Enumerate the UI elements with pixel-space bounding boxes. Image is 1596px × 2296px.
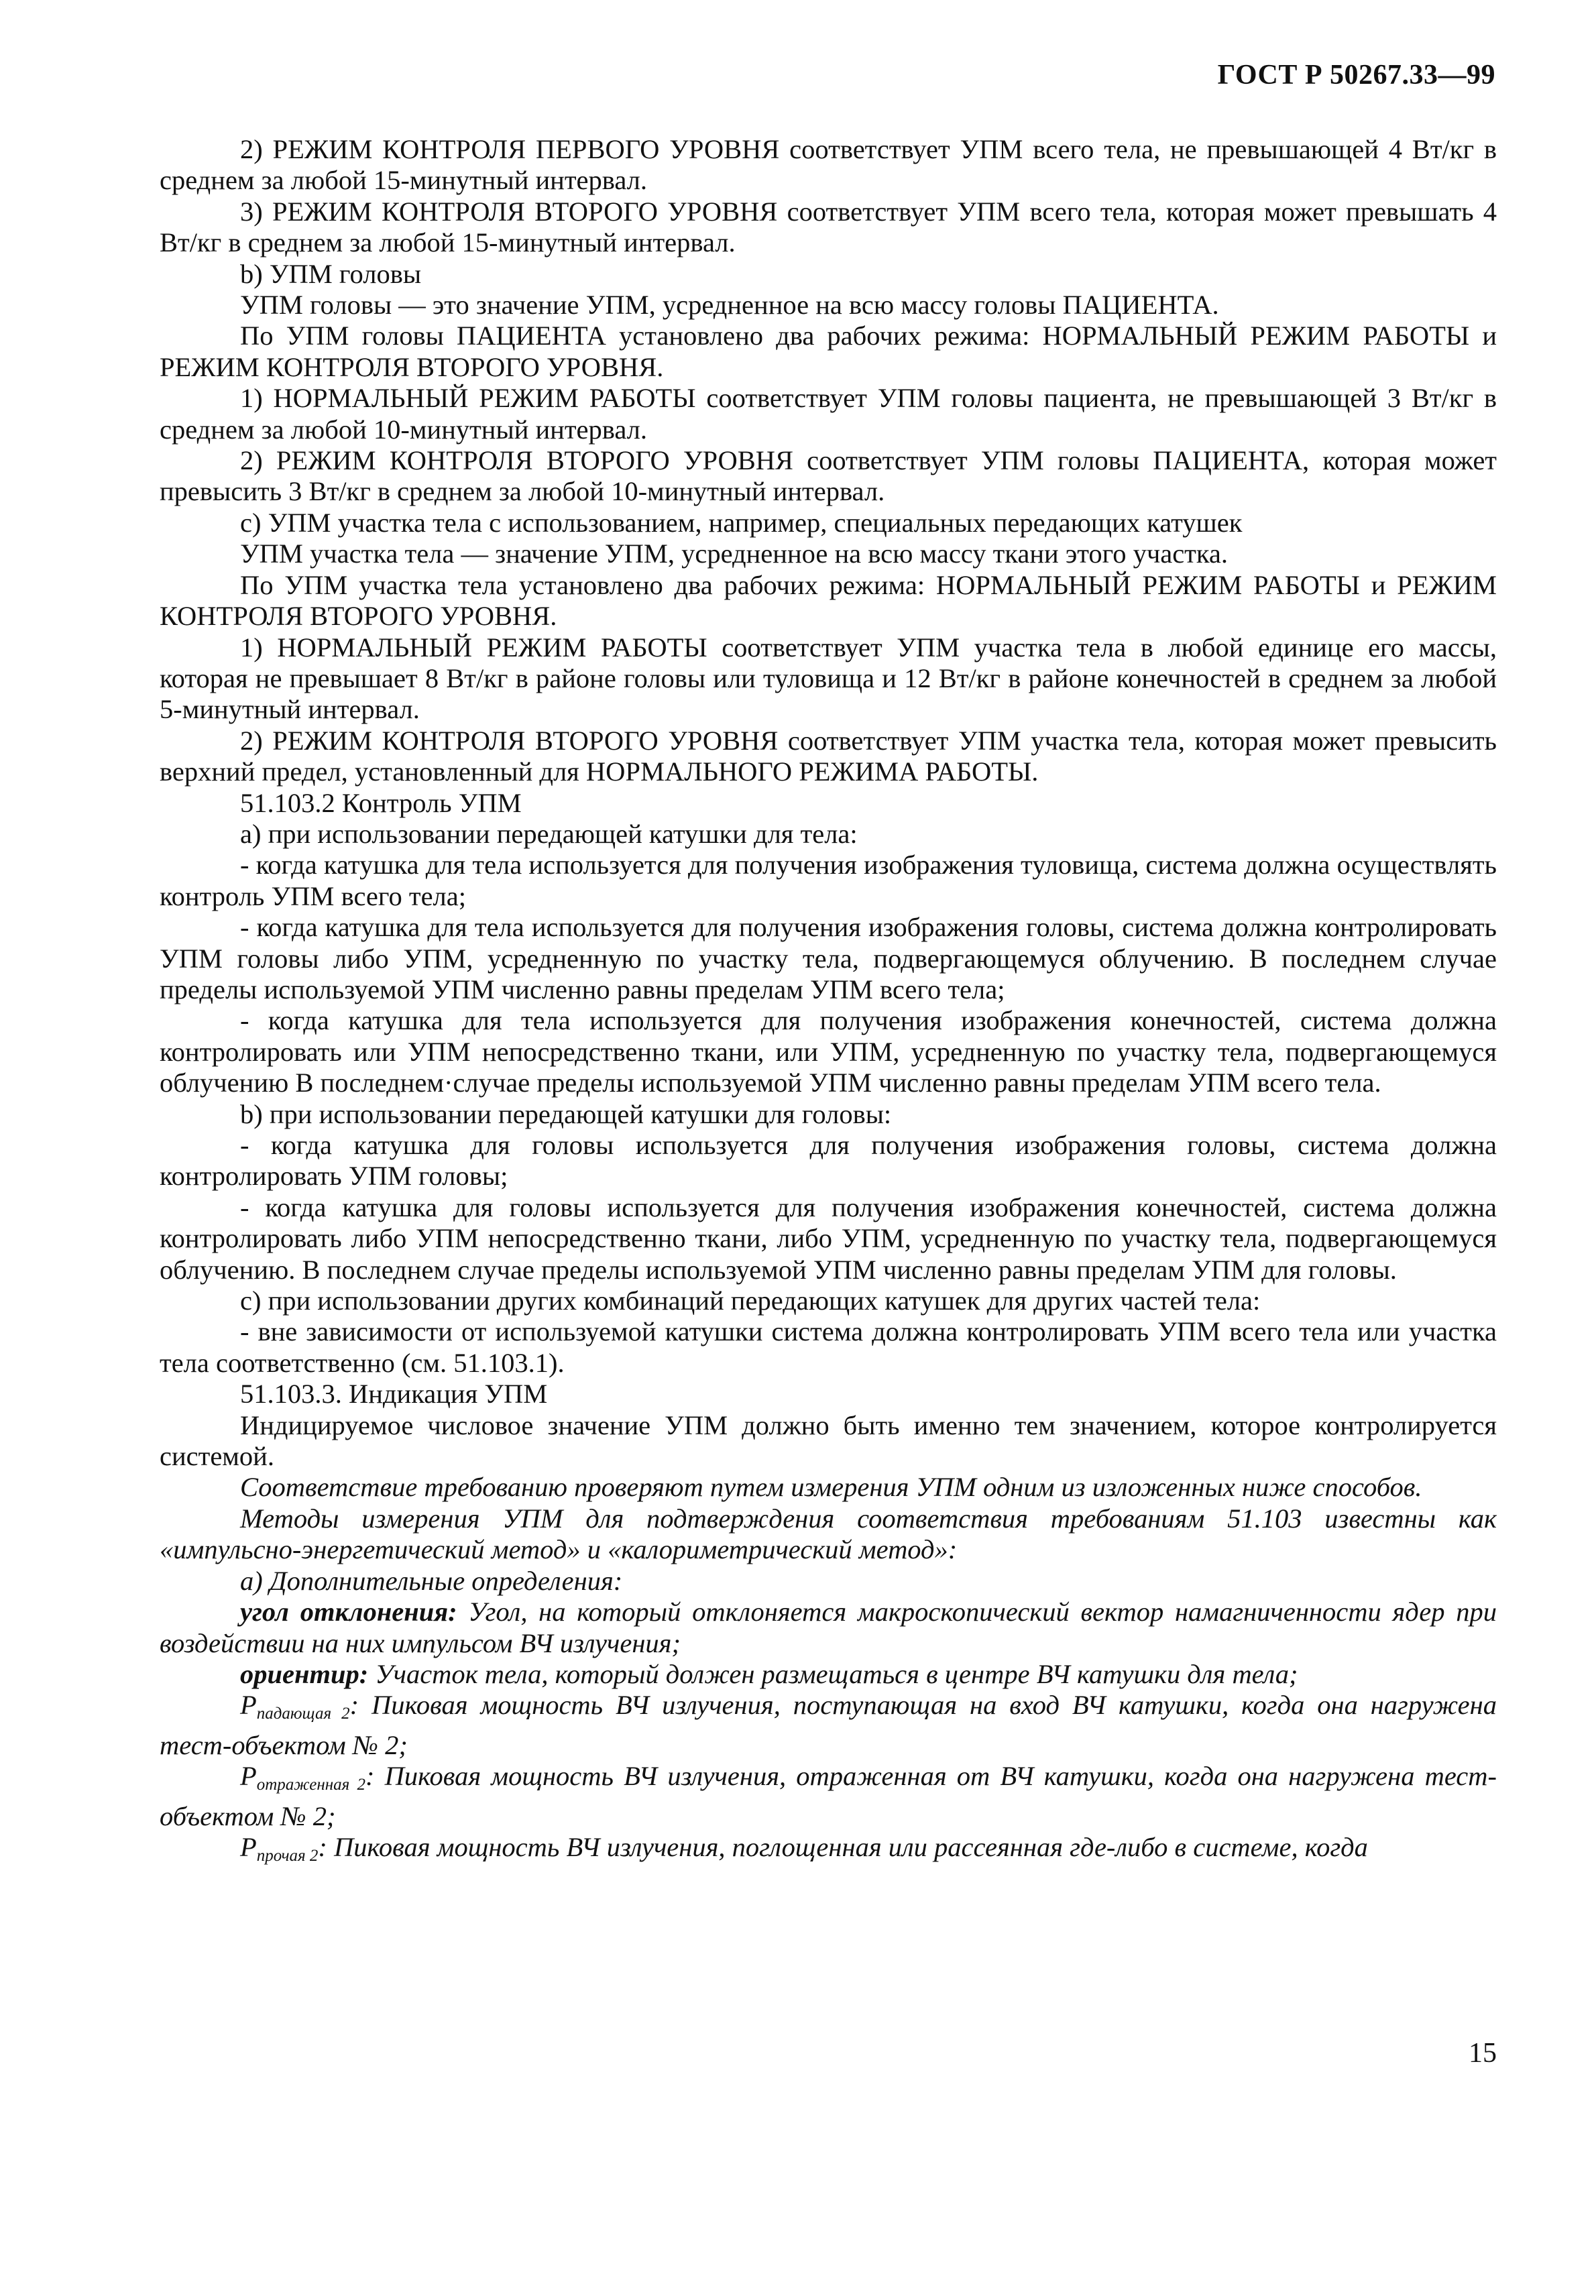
power-subscript: прочая 2 — [256, 1846, 319, 1865]
paragraph: 3) РЕЖИМ КОНТРОЛЯ ВТОРОГО УРОВНЯ соответствует УПМ всего тела, которая может превышать 4 Вт/кг в среднем за любой 15-минутный интервал. — [160, 196, 1497, 258]
power-symbol: P — [240, 1690, 257, 1721]
definition-term: угол отклонения: — [240, 1597, 457, 1627]
paragraph: b) при использовании передающей катушки для головы: — [240, 1098, 892, 1129]
paragraph: 1) НОРМАЛЬНЫЙ РЕЖИМ РАБОТЫ соответствует УПМ участка тела в любой единице его массы, которая не превышает 8 Вт/кг в районе головы или туловища и 12 Вт/кг в районе конечностей в среднем за любой 5-минутный интервал. — [160, 632, 1497, 725]
section-heading: 51.103.2 Контроль УПМ — [240, 787, 522, 818]
paragraph: 2) РЕЖИМ КОНТРОЛЯ ВТОРОГО УРОВНЯ соответствует УПМ участка тела, которая может превысить верхний предел, установленный для НОРМАЛЬНОГО РЕЖИМА РАБОТЫ. — [160, 725, 1497, 787]
paragraph: - когда катушка для тела используется для получения изображения конечностей, система должна контролировать или УПМ непосредственно ткани, или УПМ, усредненную по участку тела, подвергающемуся облучению В последнем·случае пределы используемой УПМ численно равны пределам УПМ всего тела. — [160, 1005, 1497, 1098]
paragraph: c) при использовании других комбинаций передающих катушек для других частей тела: — [240, 1285, 1261, 1316]
paragraph: c) УПМ участка тела с использованием, например, специальных передающих катушек — [240, 507, 1243, 538]
power-text: : Пиковая мощность ВЧ излучения, поступающая на вход ВЧ катушки, когда она нагружена тест-объектом № 2; — [160, 1690, 1497, 1760]
document-body — [160, 134, 1497, 1872]
paragraph: По УПМ головы ПАЦИЕНТА установлено два рабочих режима: НОРМАЛЬНЫЙ РЕЖИМ РАБОТЫ и РЕЖИМ КОНТРОЛЯ ВТОРОГО УРОВНЯ. — [160, 321, 1497, 382]
definition-text: Угол, на который отклоняется макроскопический вектор намагниченности ядер при воздействии на них импульсом ВЧ излучения; — [160, 1597, 1497, 1658]
paragraph: УПМ головы — это значение УПМ, усредненное на всю массу головы ПАЦИЕНТА. — [240, 290, 1219, 321]
power-symbol: P — [240, 1831, 257, 1862]
definition — [160, 1659, 1497, 1690]
power-definition — [160, 1690, 1497, 1761]
paragraph: 2) РЕЖИМ КОНТРОЛЯ ПЕРВОГО УРОВНЯ соответствует УПМ всего тела, не превышающей 4 Вт/кг в среднем за любой 15-минутный интервал. — [160, 134, 1497, 196]
power-definition — [160, 1761, 1497, 1832]
paragraph: 1) НОРМАЛЬНЫЙ РЕЖИМ РАБОТЫ соответствует УПМ головы пациента, не превышающей 3 Вт/кг в среднем за любой 10-минутный интервал. — [160, 383, 1497, 445]
paragraph: - когда катушка для тела используется для получения изображения головы, система должна контролировать УПМ головы либо УПМ, усредненную по участку тела, подвергающемуся облучению. В последнем случае пределы используемой УПМ численно равны пределам УПМ всего тела; — [160, 912, 1497, 1005]
definition — [160, 1597, 1497, 1659]
power-symbol: P — [240, 1761, 257, 1792]
paragraph: 2) РЕЖИМ КОНТРОЛЯ ВТОРОГО УРОВНЯ соответствует УПМ головы ПАЦИЕНТА, которая может превысить 3 Вт/кг в среднем за любой 10-минутный интервал. — [160, 445, 1497, 507]
paragraph: b) УПМ головы — [240, 258, 422, 289]
paragraph: - вне зависимости от используемой катушки система должна контролировать УПМ всего тела или участка тела соответственно (см. 51.103.1). — [160, 1316, 1497, 1378]
power-definition — [160, 1832, 1497, 1872]
power-text: : Пиковая мощность ВЧ излучения, поглощенная или рассеянная где-либо в системе, когда — [318, 1831, 1368, 1862]
paragraph: a) при использовании передающей катушки для тела: — [240, 818, 858, 849]
power-subscript: падающая 2 — [256, 1705, 350, 1723]
page-number: 15 — [1469, 2038, 1497, 2069]
definition-text: Участок тела, который должен размещаться в центре ВЧ катушки для тела; — [368, 1658, 1298, 1689]
definition-term: ориентир: — [240, 1658, 369, 1689]
paragraph: - когда катушка для головы используется для получения изображения конечностей, система должна контролировать либо УПМ непосредственно ткани, либо УПМ, усредненную по участку тела, подвергающемуся облучению. В последнем случае пределы используемой УПМ численно равны пределам УПМ для головы. — [160, 1192, 1497, 1285]
paragraph: - когда катушка для тела используется для получения изображения туловища, система должна осуществлять контроль УПМ всего тела; — [160, 850, 1497, 911]
section-heading: 51.103.3. Индикация УПМ — [240, 1379, 548, 1410]
paragraph-italic: а) Дополнительные определения: — [240, 1565, 623, 1596]
paragraph: Индицируемое числовое значение УПМ должно быть именно тем значением, которое контролируется системой. — [160, 1410, 1497, 1472]
paragraph-italic: Соответствие требованию проверяют путем измерения УПМ одним из изложенных ниже способов. — [240, 1472, 1422, 1503]
paragraph-italic: Методы измерения УПМ для подтверждения соответствия требованиям 51.103 известны как «импульсно-энергетический метод» и «калориметрический метод»: — [160, 1503, 1497, 1565]
paragraph: УПМ участка тела — значение УПМ, усредненное на всю массу ткани этого участка. — [240, 538, 1229, 569]
paragraph: По УПМ участка тела установлено два рабочих режима: НОРМАЛЬНЫЙ РЕЖИМ РАБОТЫ и РЕЖИМ КОНТРОЛЯ ВТОРОГО УРОВНЯ. — [160, 569, 1497, 632]
power-text: : Пиковая мощность ВЧ излучения, отраженная от ВЧ катушки, когда она нагружена тест-объектом № 2; — [160, 1761, 1497, 1831]
power-subscript: отраженная 2 — [256, 1776, 366, 1794]
document-header: ГОСТ Р 50267.33—99 — [1217, 60, 1495, 91]
paragraph: - когда катушка для головы используется для получения изображения головы, система должна контролировать УПМ головы; — [160, 1130, 1497, 1192]
